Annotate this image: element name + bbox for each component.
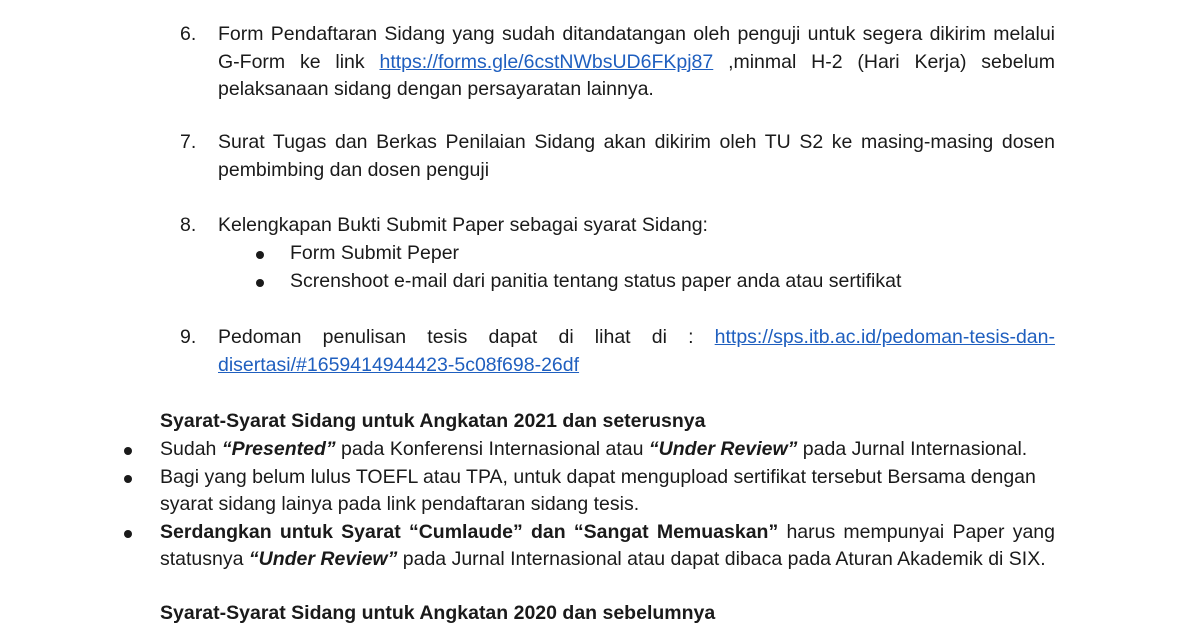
- item-number: 6.: [180, 23, 197, 45]
- emphasis-text: “Presented”: [221, 438, 336, 460]
- list-item: [120, 436, 1055, 464]
- emphasis-text: “Under Review”: [248, 548, 398, 570]
- emphasis-text: Serdangkan untuk Syarat “Cumlaude” dan “Sangat Memuaskan”: [160, 520, 779, 543]
- emphasis-text: “Under Review”: [648, 438, 798, 460]
- section-heading-2021: Syarat-Syarat Sidang untuk Angkatan 2021 dan seterusnya: [160, 410, 706, 432]
- item-text: [218, 324, 1055, 379]
- numbered-item-9: [180, 324, 1055, 379]
- item-text-part: ,minmal H-2 (Hari Kerja) sebelum pelaksanaan sidang dengan persayaratan lainnya.: [218, 50, 1055, 100]
- pedoman-tesis-link[interactable]: https://sps.itb.ac.id/pedoman-tesis-dan-disertasi/#1659414944423-5c08f698-26df: [218, 326, 1055, 376]
- text-part: pada Jurnal Internasional.: [797, 438, 1028, 460]
- list-item-text: [160, 436, 1055, 464]
- item-text: [218, 21, 1055, 104]
- numbered-item-8: [180, 212, 1055, 240]
- item-text-part: Pedoman penulisan tesis dapat di lihat di :: [218, 326, 715, 348]
- bullet-icon: [256, 279, 264, 287]
- gform-link[interactable]: https://forms.gle/6cstNWbsUD6FKpj87: [379, 50, 714, 73]
- list-item: [120, 464, 1055, 519]
- sub-bullet-item: [218, 268, 901, 296]
- text-part: pada Jurnal Internasional atau dapat dibaca pada Aturan Akademik di SIX.: [397, 548, 1046, 570]
- item-number: 7.: [180, 131, 197, 153]
- item-text: Kelengkapan Bukti Submit Paper sebagai syarat Sidang:: [218, 214, 708, 236]
- sub-bullet-text: Screnshoot e-mail dari panitia tentang status paper anda atau sertifikat: [290, 269, 902, 292]
- bullet-icon: [124, 530, 132, 538]
- text-part: harus mempunyai Paper yang statusnya: [160, 520, 1055, 570]
- bullet-icon: [124, 475, 132, 483]
- item-number: 9.: [180, 326, 197, 348]
- numbered-item-7: [180, 129, 1055, 184]
- bullet-icon: [256, 251, 264, 259]
- sub-bullet-text: Form Submit Peper: [290, 242, 460, 264]
- item-text: Surat Tugas dan Berkas Penilaian Sidang akan dikirim oleh TU S2 ke masing-masing dosen pembimbing dan dosen penguji: [218, 131, 1055, 181]
- sub-bullet-list: [218, 240, 901, 295]
- requirements-list-2021: [120, 436, 1055, 574]
- numbered-item-6: [180, 21, 1055, 104]
- bullet-icon: [124, 447, 132, 455]
- list-item-text: [160, 519, 1055, 574]
- text-part: Sudah: [160, 438, 222, 460]
- list-item-text: Bagi yang belum lulus TOEFL atau TPA, untuk dapat mengupload sertifikat tersebut Bersama dengan syarat sidang lainya pada link pendaftaran sidang tesis.: [160, 465, 1036, 515]
- item-text-part: Form Pendaftaran Sidang yang sudah ditandatangan oleh penguji untuk segera dikirim melalui G-Form ke link: [218, 23, 1055, 73]
- item-number: 8.: [180, 214, 197, 236]
- sub-bullet-item: [218, 240, 901, 268]
- text-part: pada Konferensi Internasional atau: [335, 438, 649, 460]
- section-heading-2020: Syarat-Syarat Sidang untuk Angkatan 2020 dan sebelumnya: [160, 602, 716, 624]
- list-item: [120, 519, 1055, 574]
